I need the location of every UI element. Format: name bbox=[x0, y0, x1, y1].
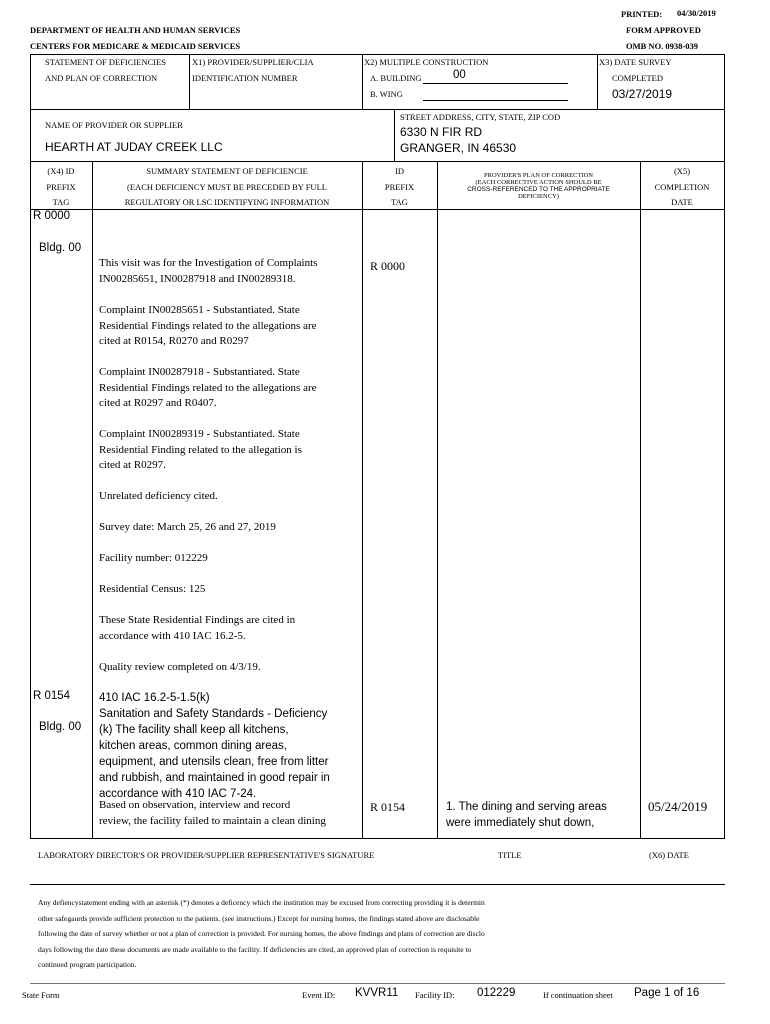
street-address: 6330 N FIR RD bbox=[400, 125, 483, 139]
signature-label: LABORATORY DIRECTOR'S OR PROVIDER/SUPPLIER REPRESENTATIVE'S SIGNATURE bbox=[38, 850, 375, 860]
paragraph-complaint-1: Complaint IN00285651 - Substantiated. State Residential Findings related to the allegations are cited at R0154, R0270 and R0297 bbox=[99, 304, 317, 347]
summary-note: (EACH DEFICIENCY MUST BE PRECEDED BY FULL bbox=[127, 182, 327, 192]
x6-date-label: (X6) DATE bbox=[649, 850, 689, 860]
x4-prefix-label: PREFIX bbox=[46, 182, 76, 192]
regulation-text: 410 IAC 16.2-5-1.5(k) Sanitation and Safety Standards - Deficiency (k) The facility shall keep all kitchens, kitchen areas, common dining areas, equipment, and utensils clean, free from litter and rubbish, and maintained in good repair in accordance with 410 IAC 7-24. bbox=[99, 692, 330, 800]
id-label: ID bbox=[395, 166, 404, 176]
building-tag: Bldg. 00 bbox=[39, 242, 82, 254]
id-tag-label: TAG bbox=[391, 197, 408, 207]
plan-of-correction-label: PROVIDER'S PLAN OF CORRECTION (EACH CORRECTIVE ACTION SHOULD BE CROSS-REFERENCED TO THE APPROPRIATE DEFICIENCY) bbox=[467, 172, 610, 200]
printed-date: 04/30/2019 bbox=[677, 8, 716, 18]
event-id-label: Event ID: bbox=[302, 990, 336, 1000]
page-number: Page 1 of 16 bbox=[634, 987, 700, 999]
x1-sub-label: IDENTIFICATION NUMBER bbox=[192, 73, 298, 83]
form-approved: FORM APPROVED bbox=[626, 25, 701, 35]
state-form-label: State Form bbox=[22, 990, 60, 1000]
event-id: KVVR11 bbox=[355, 987, 399, 999]
plan-label: AND PLAN OF CORRECTION bbox=[45, 73, 158, 83]
printed-label: PRINTED: bbox=[621, 9, 663, 19]
building-tag-2: Bldg. 00 bbox=[39, 721, 82, 733]
statement-label: STATEMENT OF DEFICIENCIES bbox=[45, 57, 167, 67]
address-label: STREET ADDRESS, CITY, STATE, ZIP COD bbox=[400, 112, 561, 122]
building-value: 00 bbox=[453, 69, 466, 81]
date-label: DATE bbox=[671, 197, 693, 207]
building-label: A. BUILDING bbox=[370, 73, 422, 83]
paragraph-visit: This visit was for the Investigation of Complaints IN00285651, IN00287918 and IN00289318. bbox=[99, 257, 318, 285]
facility-id-label: Facility ID: bbox=[415, 990, 455, 1000]
paragraph-complaint-3: Complaint IN00289319 - Substantiated. State Residential Finding related to the allegation is cited at R0297. bbox=[99, 428, 302, 471]
paragraph-facility-number: Facility number: 012229 bbox=[99, 552, 208, 564]
x4-id-label: (X4) ID bbox=[47, 166, 75, 176]
x3-sub-label: COMPLETED bbox=[612, 73, 663, 83]
plan-of-correction-text: 1. The dining and serving areas were immediately shut down, bbox=[446, 801, 607, 829]
city-state-zip: GRANGER, IN 46530 bbox=[400, 141, 517, 155]
id-prefix-label: PREFIX bbox=[384, 182, 415, 192]
provider-name: HEARTH AT JUDAY CREEK LLC bbox=[45, 140, 223, 154]
cms-title: CENTERS FOR MEDICARE & MEDICAID SERVICES bbox=[30, 41, 241, 51]
department-title: DEPARTMENT OF HEALTH AND HUMAN SERVICES bbox=[30, 25, 241, 35]
prefix-tag-r0154: R 0154 bbox=[33, 690, 71, 702]
provider-name-label: NAME OF PROVIDER OR SUPPLIER bbox=[45, 120, 183, 130]
x4-tag-label: TAG bbox=[52, 197, 70, 207]
disclaimer: Any defiencystatement ending with an asterisk (*) denotes a deficency which the institution may be excused from correcting providing it is determin other safegaurds provide sufficient protection to the patients. (see instructions.) Except for nursing homes, the findings stated above are disclosable following the date of survey whether or not a plan of correction is provided. For nursing homes, the above findings and plans of correction are disclo days following the date these documents are made available to the facility. If deficiencies are cited, an approved plan of correction is requisite to continued program participation. bbox=[38, 898, 485, 969]
id-tag-r0000: R 0000 bbox=[370, 259, 406, 273]
paragraph-quality-review: Quality review completed on 4/3/19. bbox=[99, 661, 261, 673]
prefix-tag-r0000: R 0000 bbox=[33, 210, 71, 222]
wing-label: B. WING bbox=[370, 89, 403, 99]
completion-date: 05/24/2019 bbox=[648, 799, 708, 814]
title-label: TITLE bbox=[498, 850, 522, 860]
continuation-label: If continuation sheet bbox=[543, 990, 613, 1000]
date-completed: 03/27/2019 bbox=[612, 87, 673, 101]
x1-label: X1) PROVIDER/SUPPLIER/CLIA bbox=[192, 57, 314, 67]
summary-label: SUMMARY STATEMENT OF DEFICIENCIE bbox=[146, 166, 308, 176]
facility-id: 012229 bbox=[477, 987, 516, 999]
paragraph-census: Residential Census: 125 bbox=[99, 583, 206, 595]
x5-label: (X5) bbox=[673, 166, 691, 176]
paragraph-based-on: Based on observation, interview and record review, the facility failed to maintain a clean dining bbox=[99, 799, 326, 827]
id-tag-r0154: R 0154 bbox=[370, 800, 406, 814]
paragraph-unrelated: Unrelated deficiency cited. bbox=[99, 490, 218, 502]
x2-label: X2) MULTIPLE CONSTRUCTION bbox=[364, 57, 489, 67]
completion-label: COMPLETION bbox=[654, 182, 710, 192]
paragraph-survey-date: Survey date: March 25, 26 and 27, 2019 bbox=[99, 521, 276, 533]
paragraph-state-findings: These State Residential Findings are cited in accordance with 410 IAC 16.2-5. bbox=[99, 614, 296, 642]
x3-label: X3) DATE SURVEY bbox=[599, 57, 672, 67]
omb-number: OMB NO. 0938-039 bbox=[626, 41, 699, 51]
paragraph-complaint-2: Complaint IN00287918 - Substantiated. State Residential Findings related to the allegations are cited at R0297 and R0407. bbox=[99, 366, 317, 409]
summary-note-2: REGULATORY OR LSC IDENTIFYING INFORMATION bbox=[124, 197, 330, 207]
